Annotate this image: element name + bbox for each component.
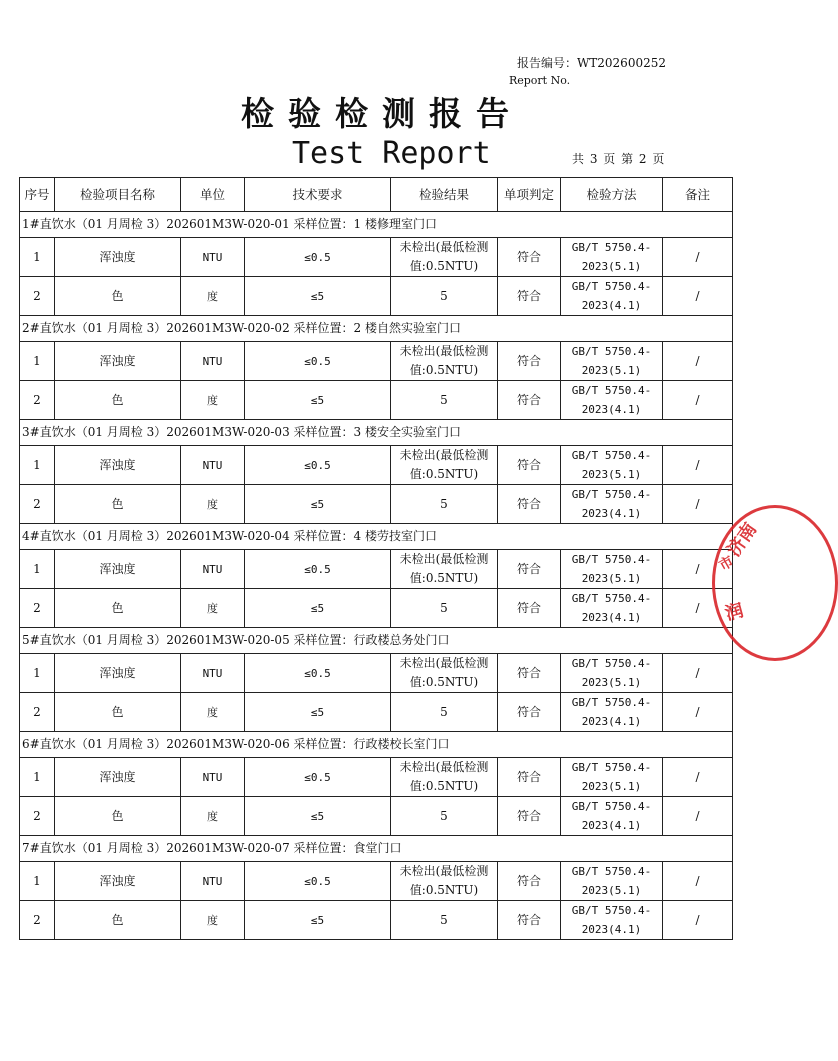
cell-method: GB/T 5750.4-2023(4.1) — [561, 381, 663, 420]
cell-judgement: 符合 — [498, 381, 561, 420]
table-row — [20, 381, 733, 420]
cell-row-no: 1 — [20, 862, 55, 901]
cell-unit: 度 — [181, 381, 245, 420]
table-row — [20, 589, 733, 628]
cell-method: GB/T 5750.4-2023(4.1) — [561, 693, 663, 732]
cell-item-name: 浑浊度 — [55, 862, 181, 901]
sample-header-row — [20, 420, 733, 446]
col-header-unit: 单位 — [181, 178, 245, 212]
col-header-note: 备注 — [663, 178, 733, 212]
cell-unit: 度 — [181, 797, 245, 836]
seal-text-1: 济南 — [723, 519, 762, 561]
cell-row-no: 1 — [20, 758, 55, 797]
cell-row-no: 2 — [20, 277, 55, 316]
cell-judgement: 符合 — [498, 797, 561, 836]
cell-note: / — [663, 862, 733, 901]
sample-header-row — [20, 732, 733, 758]
cell-note: / — [663, 550, 733, 589]
cell-note: / — [663, 758, 733, 797]
cell-method: GB/T 5750.4-2023(5.1) — [561, 342, 663, 381]
sample-header-row — [20, 316, 733, 342]
cell-judgement: 符合 — [498, 758, 561, 797]
cell-row-no: 2 — [20, 381, 55, 420]
seal-text-3: 润 — [722, 599, 746, 625]
cell-result: 5 — [391, 693, 498, 732]
cell-requirement: ≤0.5 — [245, 446, 391, 485]
cell-note: / — [663, 277, 733, 316]
cell-item-name: 浑浊度 — [55, 446, 181, 485]
cell-method: GB/T 5750.4-2023(5.1) — [561, 654, 663, 693]
cell-item-name: 浑浊度 — [55, 758, 181, 797]
cell-result: 未检出(最低检测值:0.5NTU) — [391, 238, 498, 277]
col-header-method: 检验方法 — [561, 178, 663, 212]
cell-row-no: 1 — [20, 654, 55, 693]
cell-unit: NTU — [181, 238, 245, 277]
cell-item-name: 色 — [55, 693, 181, 732]
sample-description: 3#直饮水（01 月周检 3）202601M3W-020-03 采样位置：3 楼安全实验室门口 — [20, 420, 733, 446]
cell-item-name: 色 — [55, 485, 181, 524]
sample-description: 7#直饮水（01 月周检 3）202601M3W-020-07 采样位置：食堂门口 — [20, 836, 733, 862]
cell-unit: NTU — [181, 342, 245, 381]
sample-header-row — [20, 212, 733, 238]
cell-judgement: 符合 — [498, 862, 561, 901]
col-header-no: 序号 — [20, 178, 55, 212]
report-number — [508, 55, 666, 87]
table-row — [20, 797, 733, 836]
cell-result: 5 — [391, 381, 498, 420]
cell-judgement: 符合 — [498, 550, 561, 589]
cell-result: 未检出(最低检测值:0.5NTU) — [391, 550, 498, 589]
cell-unit: NTU — [181, 550, 245, 589]
cell-result: 5 — [391, 485, 498, 524]
table-row — [20, 901, 733, 940]
cell-judgement: 符合 — [498, 485, 561, 524]
page-indicator: 共 3 页 第 2 页 — [572, 152, 665, 166]
sample-header-row — [20, 524, 733, 550]
table-row — [20, 654, 733, 693]
cell-requirement: ≤5 — [245, 381, 391, 420]
report-number-label: 报告编号：WT202600252 — [516, 56, 666, 70]
sample-description: 5#直饮水（01 月周检 3）202601M3W-020-05 采样位置：行政楼总务处门口 — [20, 628, 733, 654]
cell-requirement: ≤5 — [245, 797, 391, 836]
cell-note: / — [663, 446, 733, 485]
table-row — [20, 550, 733, 589]
cell-requirement: ≤5 — [245, 277, 391, 316]
results-table — [19, 177, 733, 940]
cell-unit: NTU — [181, 654, 245, 693]
sample-description: 6#直饮水（01 月周检 3）202601M3W-020-06 采样位置：行政楼校长室门口 — [20, 732, 733, 758]
cell-unit: NTU — [181, 446, 245, 485]
cell-unit: NTU — [181, 862, 245, 901]
cell-row-no: 1 — [20, 446, 55, 485]
cell-judgement: 符合 — [498, 277, 561, 316]
cell-result: 5 — [391, 901, 498, 940]
cell-method: GB/T 5750.4-2023(4.1) — [561, 901, 663, 940]
cell-note: / — [663, 901, 733, 940]
cell-unit: 度 — [181, 693, 245, 732]
cell-method: GB/T 5750.4-2023(4.1) — [561, 797, 663, 836]
cell-result: 未检出(最低检测值:0.5NTU) — [391, 862, 498, 901]
sample-description: 4#直饮水（01 月周检 3）202601M3W-020-04 采样位置：4 楼劳技室门口 — [20, 524, 733, 550]
cell-item-name: 色 — [55, 381, 181, 420]
cell-unit: 度 — [181, 277, 245, 316]
cell-requirement: ≤0.5 — [245, 342, 391, 381]
cell-row-no: 1 — [20, 238, 55, 277]
sample-header-row — [20, 628, 733, 654]
cell-result: 未检出(最低检测值:0.5NTU) — [391, 342, 498, 381]
cell-unit: 度 — [181, 485, 245, 524]
cell-judgement: 符合 — [498, 446, 561, 485]
table-row — [20, 485, 733, 524]
cell-unit: NTU — [181, 758, 245, 797]
cell-result: 未检出(最低检测值:0.5NTU) — [391, 758, 498, 797]
cell-judgement: 符合 — [498, 693, 561, 732]
cell-result: 未检出(最低检测值:0.5NTU) — [391, 654, 498, 693]
cell-row-no: 2 — [20, 589, 55, 628]
col-header-judgement: 单项判定 — [498, 178, 561, 212]
table-row — [20, 238, 733, 277]
cell-result: 5 — [391, 277, 498, 316]
cell-method: GB/T 5750.4-2023(4.1) — [561, 277, 663, 316]
table-row — [20, 862, 733, 901]
seal-text-2: 市 — [716, 553, 737, 575]
cell-requirement: ≤0.5 — [245, 654, 391, 693]
cell-requirement: ≤0.5 — [245, 862, 391, 901]
cell-judgement: 符合 — [498, 654, 561, 693]
cell-requirement: ≤5 — [245, 693, 391, 732]
cell-row-no: 2 — [20, 797, 55, 836]
cell-note: / — [663, 342, 733, 381]
cell-result: 5 — [391, 589, 498, 628]
cell-unit: 度 — [181, 901, 245, 940]
cell-method: GB/T 5750.4-2023(4.1) — [561, 589, 663, 628]
cell-row-no: 2 — [20, 485, 55, 524]
cell-method: GB/T 5750.4-2023(4.1) — [561, 485, 663, 524]
cell-row-no: 1 — [20, 550, 55, 589]
cell-method: GB/T 5750.4-2023(5.1) — [561, 550, 663, 589]
cell-requirement: ≤5 — [245, 901, 391, 940]
cell-unit: 度 — [181, 589, 245, 628]
cell-judgement: 符合 — [498, 901, 561, 940]
cell-item-name: 色 — [55, 901, 181, 940]
cell-item-name: 浑浊度 — [55, 342, 181, 381]
cell-row-no: 1 — [20, 342, 55, 381]
sample-description: 1#直饮水（01 月周检 3）202601M3W-020-01 采样位置：1 楼修理室门口 — [20, 212, 733, 238]
cell-item-name: 浑浊度 — [55, 550, 181, 589]
cell-note: / — [663, 589, 733, 628]
table-row — [20, 277, 733, 316]
results-body — [20, 212, 733, 940]
cell-item-name: 色 — [55, 797, 181, 836]
sample-header-row — [20, 836, 733, 862]
cell-judgement: 符合 — [498, 589, 561, 628]
cell-requirement: ≤0.5 — [245, 550, 391, 589]
cell-judgement: 符合 — [498, 238, 561, 277]
cell-item-name: 色 — [55, 589, 181, 628]
cell-judgement: 符合 — [498, 342, 561, 381]
report-number-en: Report No. — [508, 74, 571, 87]
table-row — [20, 446, 733, 485]
cell-method: GB/T 5750.4-2023(5.1) — [561, 758, 663, 797]
col-header-result: 检验结果 — [391, 178, 498, 212]
table-header-row — [20, 178, 733, 212]
report-title-en: Test Report — [292, 136, 491, 171]
cell-method: GB/T 5750.4-2023(5.1) — [561, 238, 663, 277]
sample-description: 2#直饮水（01 月周检 3）202601M3W-020-02 采样位置：2 楼自然实验室门口 — [20, 316, 733, 342]
cell-note: / — [663, 485, 733, 524]
cell-item-name: 色 — [55, 277, 181, 316]
cell-method: GB/T 5750.4-2023(5.1) — [561, 446, 663, 485]
report-title-cn: 检验检测报告 — [241, 94, 523, 133]
cell-note: / — [663, 693, 733, 732]
table-row — [20, 758, 733, 797]
cell-item-name: 浑浊度 — [55, 654, 181, 693]
cell-result: 未检出(最低检测值:0.5NTU) — [391, 446, 498, 485]
cell-result: 5 — [391, 797, 498, 836]
cell-method: GB/T 5750.4-2023(5.1) — [561, 862, 663, 901]
cell-row-no: 2 — [20, 693, 55, 732]
col-header-item: 检验项目名称 — [55, 178, 181, 212]
cell-item-name: 浑浊度 — [55, 238, 181, 277]
cell-requirement: ≤5 — [245, 485, 391, 524]
table-row — [20, 342, 733, 381]
cell-note: / — [663, 797, 733, 836]
cell-note: / — [663, 381, 733, 420]
table-row — [20, 693, 733, 732]
cell-row-no: 2 — [20, 901, 55, 940]
col-header-requirement: 技术要求 — [245, 178, 391, 212]
cell-requirement: ≤0.5 — [245, 758, 391, 797]
official-seal — [712, 505, 838, 661]
cell-note: / — [663, 654, 733, 693]
cell-note: / — [663, 238, 733, 277]
cell-requirement: ≤5 — [245, 589, 391, 628]
cell-requirement: ≤0.5 — [245, 238, 391, 277]
